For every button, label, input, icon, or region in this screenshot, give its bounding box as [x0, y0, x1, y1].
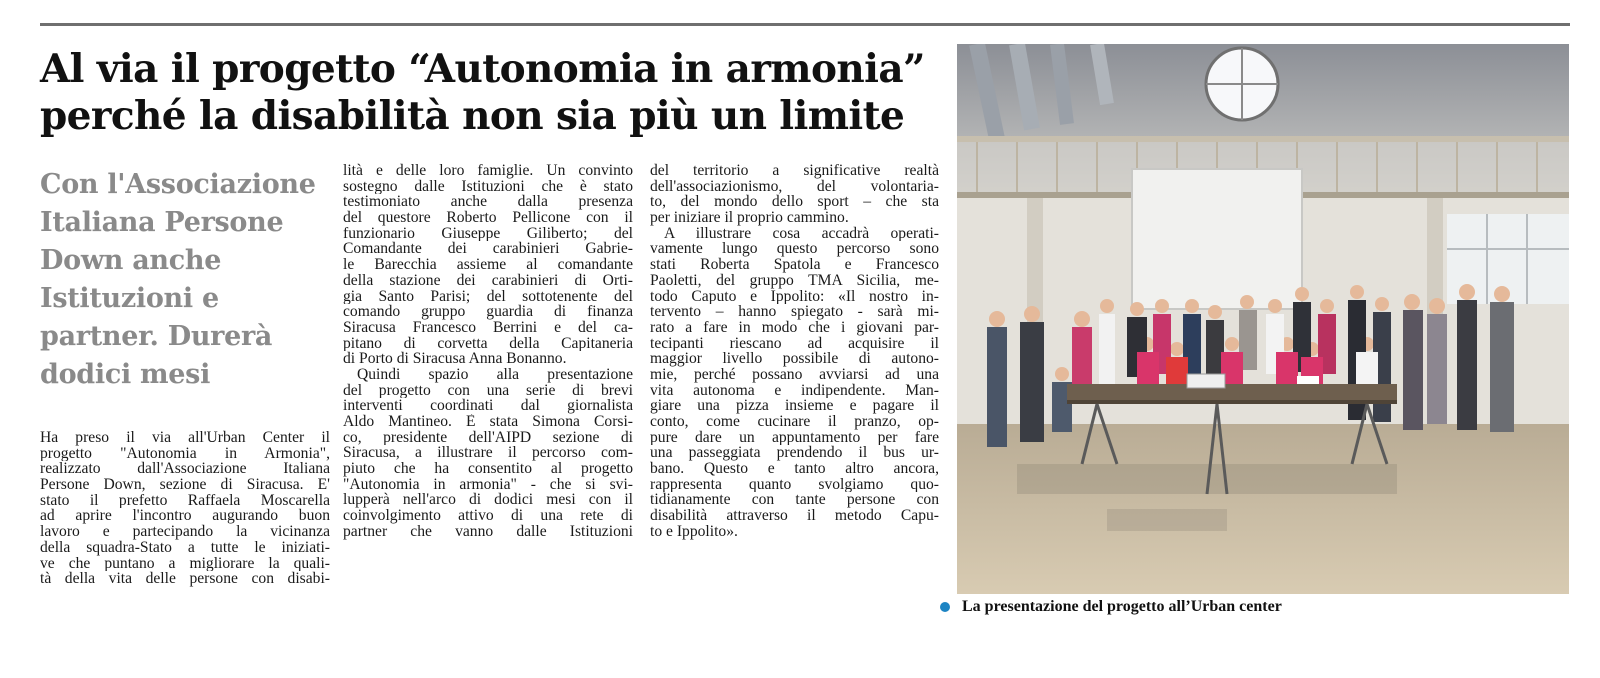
body-line: pitano di corvetta della Capitaneria — [343, 335, 633, 352]
body-line: to e Ippolito». — [650, 523, 738, 540]
body-line: funzionario Giuseppe Giliberto; del — [343, 225, 633, 242]
body-line: ad aprire l'incontro augurando buon — [40, 508, 330, 525]
body-line: rappresenta quanto svolgiamo quo- — [650, 476, 939, 493]
subheadline-line: Con l'Associazione — [40, 169, 316, 200]
body-line: conto, come cucinare il pranzo, op- — [650, 414, 939, 430]
body-line: interventi coordinati dal giornalista — [343, 398, 633, 414]
body-line: Comandante dei carabinieri Gabrie- — [343, 241, 633, 258]
subheadline-line: Down anche — [40, 245, 222, 276]
body-line: A illustrare cosa accadrà operati- — [664, 225, 939, 242]
body-line: maggior livello possibile di autono- — [650, 351, 939, 367]
body-line: co, presidente dell'AIPD sezione di — [343, 429, 633, 446]
body-line: le Barecchia assieme al comandante — [343, 257, 633, 273]
body-line: sostegno dalle Istituzioni che è stato — [343, 178, 633, 195]
body-line: della stazione dei carabinieri di Orti- — [343, 272, 633, 289]
body-column-1 — [40, 430, 330, 587]
body-line: gia Santo Parisi; del sottotenente del — [343, 288, 633, 305]
subheadline-line: partner. Durerà — [40, 321, 273, 352]
body-line: Persone Down, sezione di Siracusa. E' — [40, 477, 330, 493]
body-line: progetto "Autonomia in Armonia", — [40, 445, 330, 462]
body-line: to, del mondo dello sport – che sta — [650, 194, 939, 211]
body-line: comando gruppo guardia di finanza — [343, 304, 633, 320]
body-line: vita autonoma e indipendente. Man- — [650, 382, 939, 399]
body-line: bano. Questo e tanto altro ancora, — [650, 461, 939, 477]
body-line: Paoletti, del gruppo TMA Sicilia, me- — [650, 272, 939, 289]
body-line: stati Roberta Spatola e Francesco — [650, 257, 939, 273]
body-line: rato a fare in modo che i giovani par- — [650, 319, 939, 336]
body-line: partner che vanno dalle Istituzioni — [343, 523, 633, 540]
body-line: lità e delle loro famiglie. Un convinto — [343, 163, 633, 179]
headline-line: perché la disabilità non sia più un limite — [40, 93, 905, 139]
body-line: lupperà nell'arco di dodici mesi con il — [343, 492, 633, 509]
body-line: tà della vita delle persone con disabi- — [40, 571, 330, 587]
body-line: vamente lungo questo percorso sono — [650, 241, 939, 258]
headline — [40, 46, 940, 140]
body-line: Quindi spazio alla presentazione — [357, 366, 633, 383]
top-rule — [40, 23, 1570, 26]
body-line: tidianamente con tante persone con — [650, 492, 939, 509]
subheadline — [40, 166, 340, 394]
body-line: Ha preso il via all'Urban Center il — [40, 430, 330, 446]
body-line: del progetto con una serie di brevi — [343, 382, 633, 399]
body-line: disabilità attraverso il metodo Capu- — [650, 508, 939, 524]
body-line: tervento – hanno spiegato - sarà mi- — [650, 304, 939, 320]
body-line: Siracusa, a illustrare il percorso com- — [343, 445, 633, 462]
body-line: testimoniato anche dalla presenza — [343, 194, 633, 211]
body-line: della squadra-Stato a tutte le iniziati- — [40, 539, 330, 556]
caption-bullet-icon — [940, 602, 950, 612]
body-column-3 — [650, 163, 939, 540]
body-line: "Autonomia in armonia" - che si svi- — [343, 476, 633, 493]
body-line: ve che puntano a migliorare la quali- — [40, 555, 330, 572]
body-line: mie, perché possano avviarsi ad una — [650, 366, 939, 383]
body-line: dell'associazionismo, del volontaria- — [650, 178, 939, 195]
subheadline-line: dodici mesi — [40, 359, 211, 390]
body-line: del territorio a significative realtà — [650, 163, 939, 179]
body-line: stato il prefetto Raffaela Moscarella — [40, 492, 330, 509]
body-column-2 — [343, 163, 633, 540]
body-line: di Porto di Siracusa Anna Bonanno. — [343, 351, 567, 367]
body-line: piuto che ha consentito al progetto — [343, 461, 633, 477]
body-line: del questore Roberto Pellicone con il — [343, 210, 633, 226]
photo-caption-text: La presentazione del progetto all’Urban center — [962, 598, 1282, 615]
photo-caption — [940, 596, 1580, 618]
body-line: Aldo Mantineo. È stata Simona Corsi- — [343, 414, 633, 430]
body-line: lavoro e partecipando la vicinanza — [40, 524, 330, 540]
body-line: tecipanti riescano ad acquisire il — [650, 335, 939, 352]
body-line: realizzato dall'Associazione Italiana — [40, 461, 330, 478]
subheadline-line: Istituzioni e — [40, 283, 219, 314]
subheadline-line: Italiana Persone — [40, 207, 284, 238]
body-line: Siracusa Francesco Berrini e del ca- — [343, 319, 633, 336]
body-line: coinvolgimento attivo di una rete di — [343, 508, 633, 524]
body-line: giare una pizza insieme e pagare il — [650, 398, 939, 414]
body-line: pure dare un appuntamento per fare — [650, 429, 939, 446]
headline-line: Al via il progetto “Autonomia in armonia” — [40, 46, 925, 92]
body-line: todo Caputo e Ippolito: «Il nostro in- — [650, 288, 939, 305]
body-line: per iniziare il proprio cammino. — [650, 210, 849, 226]
event-photo — [957, 44, 1569, 594]
body-line: una passeggiata prendendo il bus ur- — [650, 445, 939, 462]
